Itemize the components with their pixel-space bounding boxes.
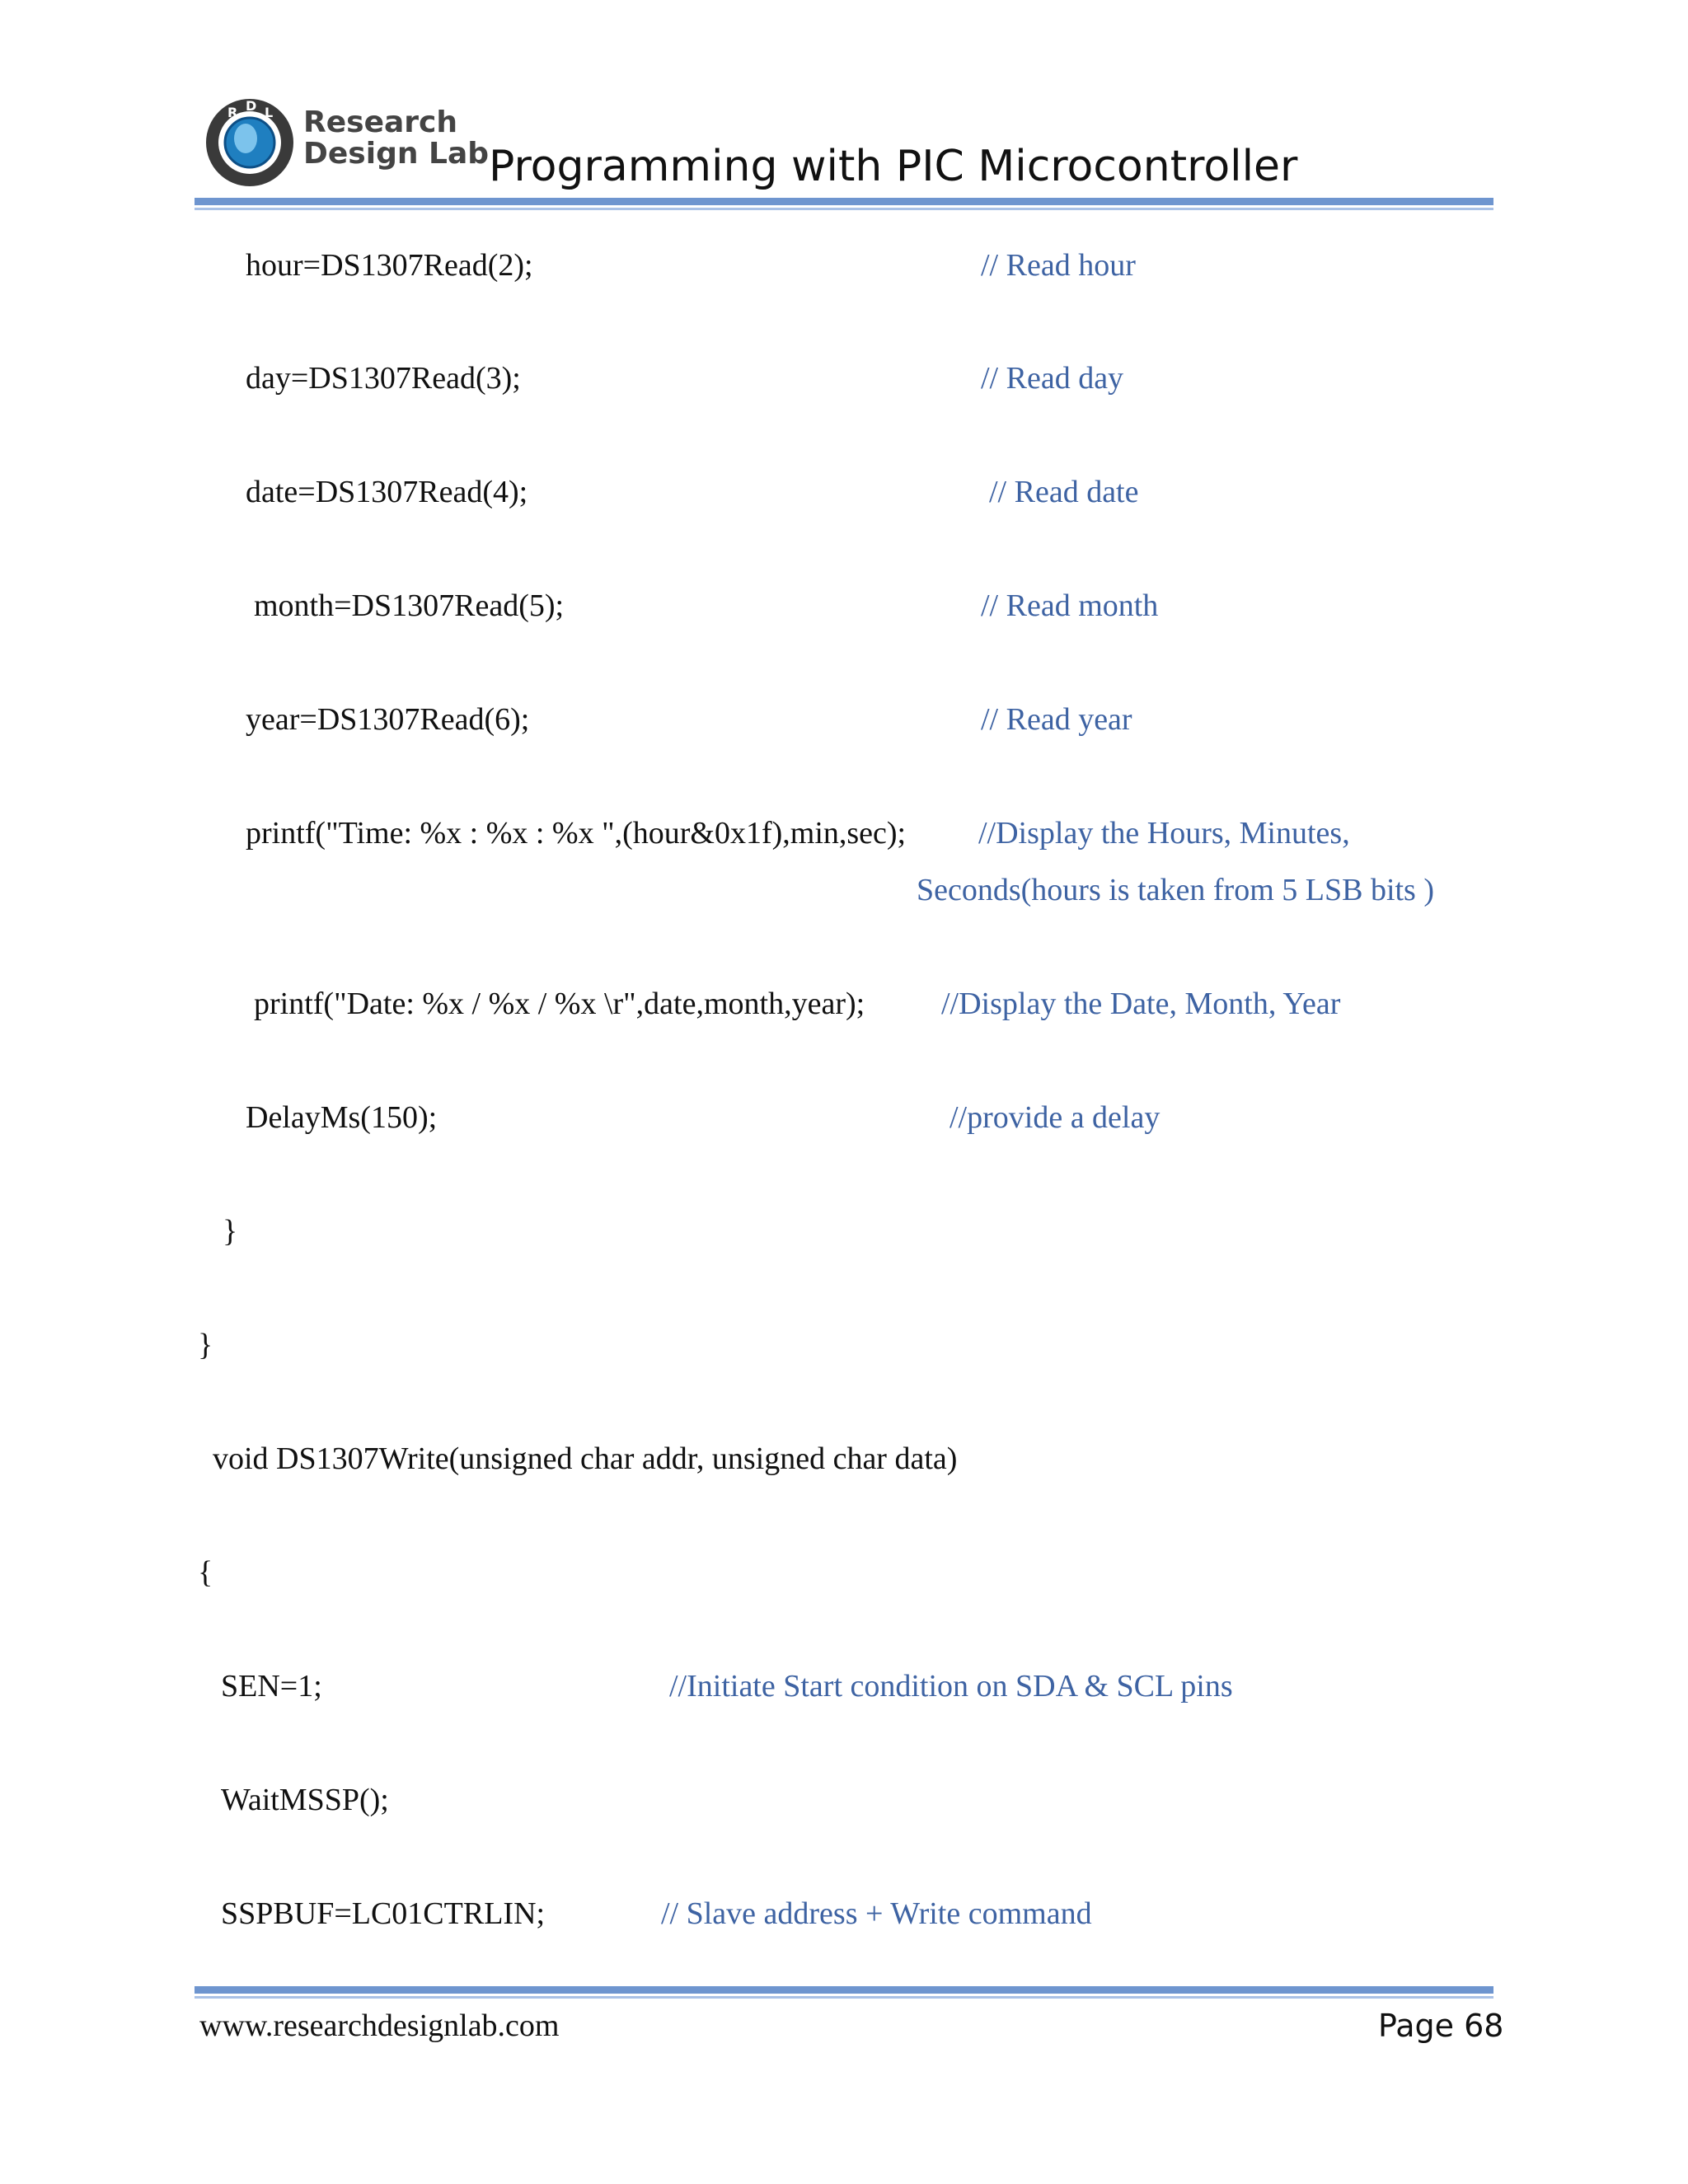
brand-line-1: Research	[303, 105, 457, 139]
code-line: WaitMSSP();	[221, 1783, 389, 1817]
rdl-logo	[204, 97, 295, 188]
code-comment: //Display the Hours, Minutes,	[978, 816, 1350, 851]
code-line: printf("Date: %x / %x / %x \r",date,month,year);	[254, 987, 865, 1021]
code-line: date=DS1307Read(4);	[246, 475, 528, 509]
footer-website-link[interactable]: www.researchdesignlab.com	[199, 2008, 560, 2043]
code-line: {	[198, 1555, 213, 1590]
code-line: month=DS1307Read(5);	[254, 588, 565, 623]
code-comment: //Initiate Start condition on SDA & SCL pins	[669, 1669, 1233, 1704]
code-line: }	[223, 1214, 238, 1249]
logo-letter-r: R	[227, 105, 238, 120]
code-comment: //provide a delay	[950, 1100, 1160, 1135]
code-comment-continued: Seconds(hours is taken from 5 LSB bits )	[917, 873, 1435, 907]
code-line: DelayMs(150);	[246, 1100, 438, 1135]
code-line: void DS1307Write(unsigned char addr, unsigned char data)	[213, 1441, 958, 1476]
code-comment: // Read month	[981, 588, 1159, 623]
footer-rule	[195, 1986, 1493, 1999]
code-line: hour=DS1307Read(2);	[246, 248, 533, 283]
brand-line-2: Design Lab	[303, 137, 489, 171]
code-comment: // Read day	[981, 361, 1124, 396]
header-rule	[195, 198, 1493, 210]
logo-letter-l: L	[265, 105, 274, 120]
code-line: SSPBUF=LC01CTRLIN;	[221, 1896, 546, 1931]
code-line: year=DS1307Read(6);	[246, 702, 530, 737]
code-comment: // Read date	[989, 475, 1139, 509]
code-comment: // Slave address + Write command	[661, 1896, 1092, 1931]
logo-letter-d: D	[246, 98, 257, 114]
code-line: day=DS1307Read(3);	[246, 361, 521, 396]
code-line: }	[198, 1328, 213, 1362]
page-title: Programming with PIC Microcontroller	[489, 142, 1298, 191]
code-comment: //Display the Date, Month, Year	[941, 987, 1341, 1021]
code-comment: // Read year	[981, 702, 1132, 737]
code-line: SEN=1;	[221, 1669, 322, 1704]
brand-name	[303, 107, 489, 170]
code-line: printf("Time: %x : %x : %x ",(hour&0x1f),min,sec);	[246, 816, 907, 851]
page-number: Page 68	[1378, 2008, 1504, 2044]
code-comment: // Read hour	[981, 248, 1136, 283]
